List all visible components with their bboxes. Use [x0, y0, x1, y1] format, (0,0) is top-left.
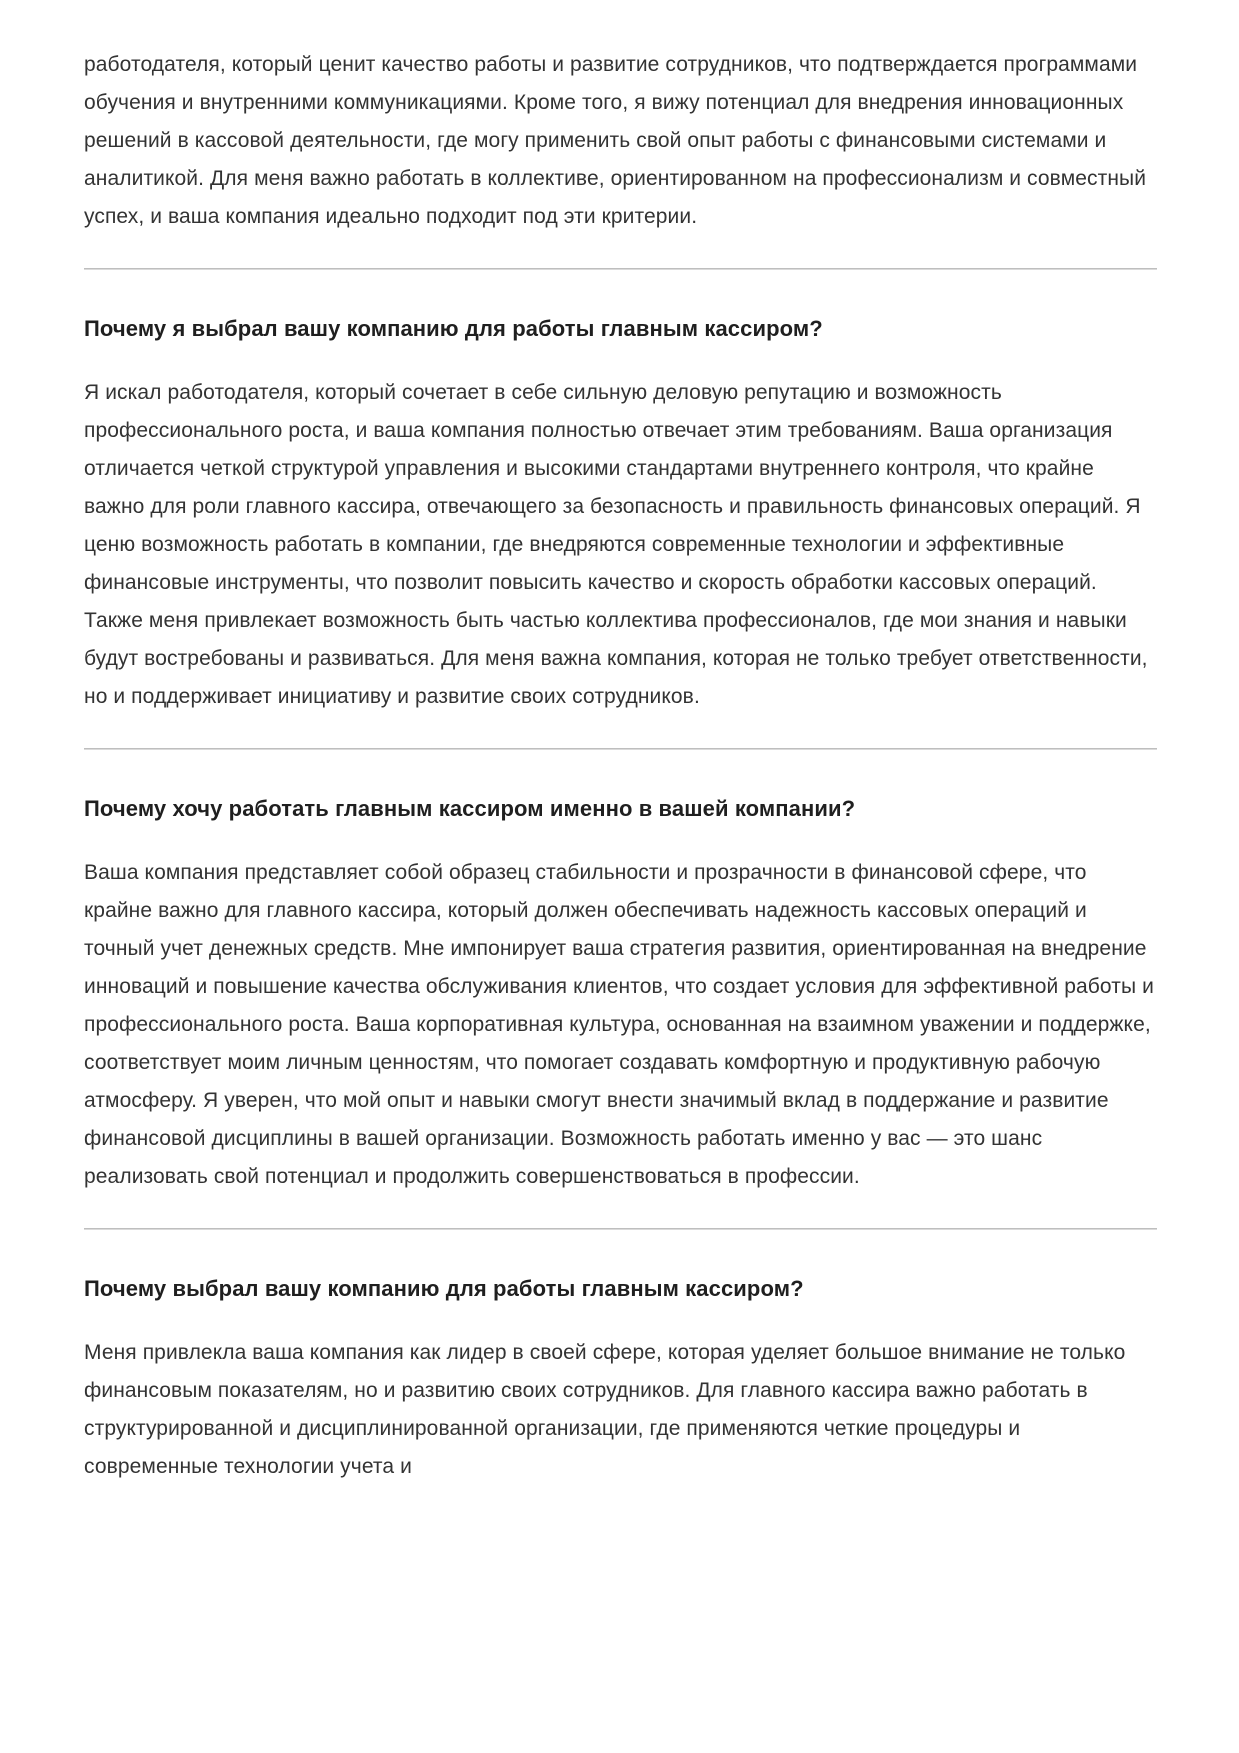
section-paragraph: Я искал работодателя, который сочетает в себе сильную деловую репутацию и возможность профессионального роста, и ваша компания полностью отвечает этим требованиям. Ваша организация отличается четкой структурой управления и высокими стандартами внутреннего контроля, что крайне важно для роли главного кассира, отвечающего за безопасность и правильность финансовых операций. Я ценю возможность работать в компании, где внедряются современные технологии и эффективные финансовые инструменты, что позволит повысить качество и скорость обработки кассовых операций. Также меня привлекает возможность быть частью коллектива профессионалов, где мои знания и навыки будут востребованы и развиваться. Для меня важна компания, которая не только требует ответственности, но и поддерживает инициативу и развитие своих сотрудников.: [84, 381, 1148, 708]
section-paragraph: Ваша компания представляет собой образец стабильности и прозрачности в финансовой сфере, что крайне важно для главного кассира, который должен обеспечивать надежность кассовых операций и точный учет денежных средств. Мне импонирует ваша стратегия развития, ориентированная на внедрение инноваций и повышение качества обслуживания клиентов, что создает условия для эффективной работы и профессионального роста. Ваша корпоративная культура, основанная на взаимном уважении и поддержке, соответствует моим личным ценностям, что помогает создавать комфортную и продуктивную рабочую атмосферу. Я уверен, что мой опыт и навыки смогут внести значимый вклад в поддержание и развитие финансовой дисциплины в вашей организации. Возможность работать именно у вас — это шанс реализовать свой потенциал и продолжить совершенствоваться в профессии.: [84, 861, 1154, 1188]
section-why-chose-company: [84, 1274, 1157, 1486]
section-heading: Почему я выбрал вашу компанию для работы главным кассиром?: [84, 316, 823, 341]
section-heading: Почему хочу работать главным кассиром именно в вашей компании?: [84, 796, 856, 821]
section-divider: [84, 748, 1157, 750]
section-divider: [84, 268, 1157, 270]
section-why-i-want-to-work: [84, 794, 1157, 1196]
intro-paragraph: работодателя, который ценит качество работы и развитие сотрудников, что подтверждается программами обучения и внутренними коммуникациями. Кроме того, я вижу потенциал для внедрения инновационных решений в кассовой деятельности, где могу применить свой опыт работы с финансовыми системами и аналитикой. Для меня важно работать в коллективе, ориентированном на профессионализм и совместный успех, и ваша компания идеально подходит под эти критерии.: [84, 53, 1147, 228]
section-heading: Почему выбрал вашу компанию для работы главным кассиром?: [84, 1276, 804, 1301]
section-why-i-chose: [84, 314, 1157, 716]
section-paragraph: Меня привлекла ваша компания как лидер в своей сфере, которая уделяет большое внимание не только финансовым показателям, но и развитию своих сотрудников. Для главного кассира важно работать в структурированной и дисциплинированной организации, где применяются четкие процедуры и современные технологии учета и: [84, 1341, 1126, 1478]
section-divider: [84, 1228, 1157, 1230]
